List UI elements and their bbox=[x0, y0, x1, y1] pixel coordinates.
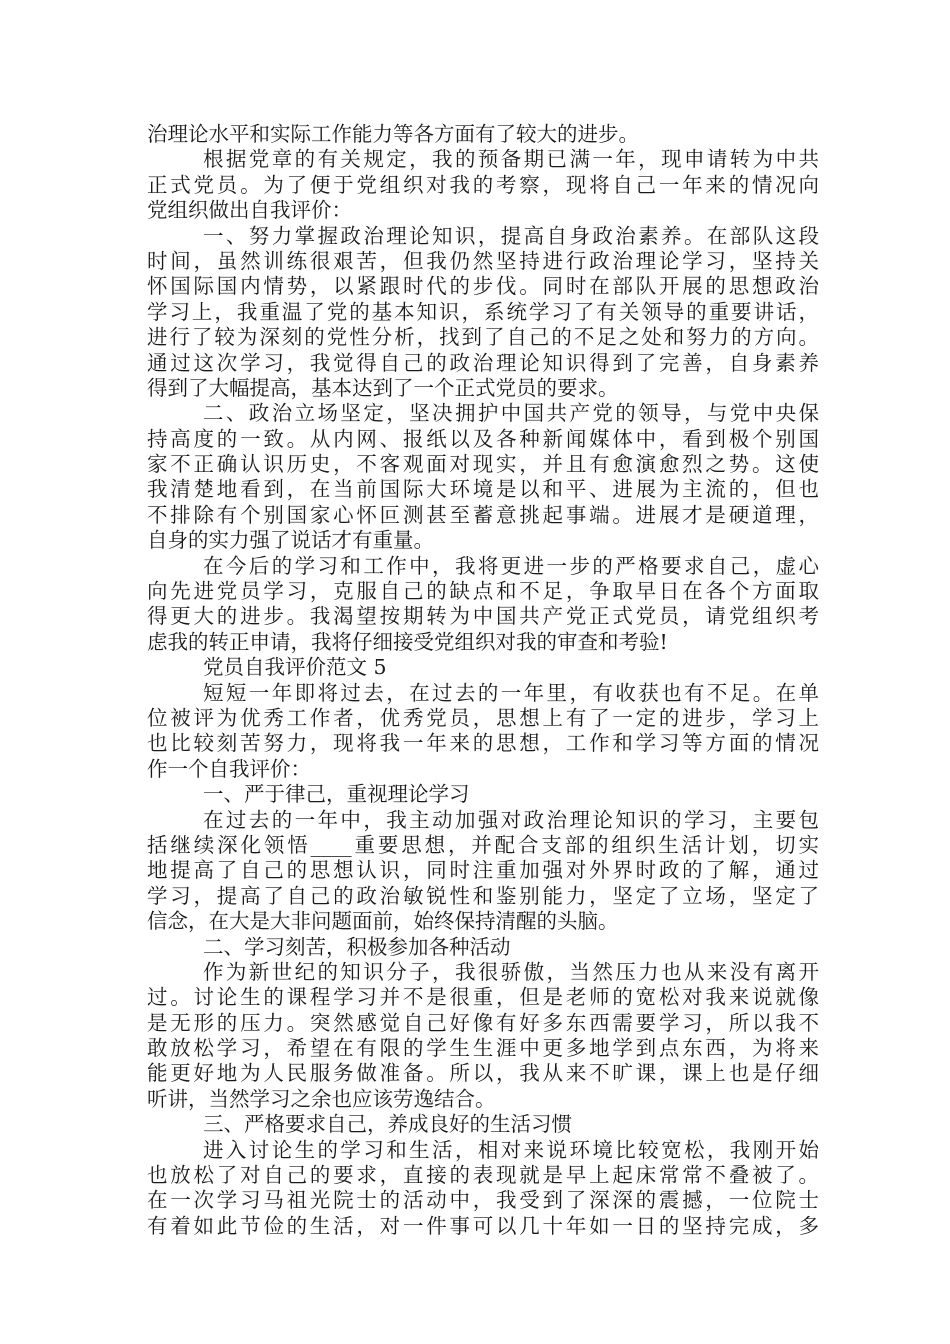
document-body bbox=[147, 122, 819, 1239]
text-line: 我清楚地看到，在当前国际大环境是以和平、进展为主流的，但也 bbox=[147, 477, 819, 502]
text-line: 在一次学习马祖光院士的活动中，我受到了深深的震撼，一位院士 bbox=[147, 1188, 819, 1213]
text-line: 持高度的一致。从内网、报纸以及各种新闻媒体中，看到极个别国 bbox=[147, 426, 819, 451]
paragraph-start-line: 在过去的一年中，我主动加强对政治理论知识的学习，主要包 bbox=[203, 807, 819, 832]
text-line: 得更大的进步。我渴望按期转为中国共产党正式党员，请党组织考 bbox=[147, 604, 819, 629]
paragraph-start-line: 一、努力掌握政治理论知识，提高自身政治素养。在部队这段 bbox=[203, 223, 819, 248]
paragraph-start-line: 二、政治立场坚定，坚决拥护中国共产党的领导，与党中央保 bbox=[203, 401, 819, 426]
text-line: 向先进党员学习，克服自己的缺点和不足，争取早日在各个方面取 bbox=[147, 579, 819, 604]
text-line: 也比较刻苦努力，现将我一年来的思想，工作和学习等方面的情况 bbox=[147, 731, 819, 756]
text-line: 得到了大幅提高，基本达到了一个正式党员的要求。 bbox=[147, 375, 619, 400]
text-line: 位被评为优秀工作者，优秀党员，思想上有了一定的进步，学习上 bbox=[147, 705, 819, 730]
text-line: 家不正确认识历史，不客观面对现实，并且有愈演愈烈之势。这使 bbox=[147, 452, 819, 477]
text-line: 作一个自我评价： bbox=[147, 756, 311, 781]
paragraph-start-line: 三、严格要求自己，养成良好的生活习惯 bbox=[203, 1112, 572, 1137]
paragraph-start-line: 作为新世纪的知识分子，我很骄傲，当然压力也从来没有离开 bbox=[203, 959, 819, 984]
text-line: 不排除有个别国家心怀叵测甚至蓄意挑起事端。进展才是硬道理， bbox=[147, 502, 819, 527]
text-line: 敢放松学习，希望在有限的学生生涯中更多地学到点东西，为将来 bbox=[147, 1036, 819, 1061]
text-line: 虑我的转正申请，我将仔细接受党组织对我的审查和考验! bbox=[147, 629, 668, 654]
text-line: 怀国际国内情势，以紧跟时代的步伐。同时在部队开展的思想政治 bbox=[147, 274, 819, 299]
paragraph-start-line: 进入讨论生的学习和生活，相对来说环境比较宽松，我刚开始 bbox=[203, 1137, 819, 1162]
text-line: 听讲，当然学习之余也应该劳逸结合。 bbox=[147, 1086, 496, 1111]
text-line: 学习上，我重温了党的基本知识，系统学习了有关领导的重要讲话， bbox=[147, 299, 819, 324]
text-line: 自身的实力强了说话才有重量。 bbox=[147, 528, 434, 553]
text-line: 有着如此节俭的生活，对一件事可以几十年如一日的坚持完成，多 bbox=[147, 1213, 819, 1238]
paragraph-start-line: 党员自我评价范文 5 bbox=[203, 655, 387, 680]
paragraph-start-line: 二、学习刻苦，积极参加各种活动 bbox=[203, 934, 511, 959]
text-line: 也放松了对自己的要求，直接的表现就是早上起床常常不叠被了。 bbox=[147, 1163, 819, 1188]
text-line: 党组织做出自我评价： bbox=[147, 198, 352, 223]
text-line: 括继续深化领悟____重要思想，并配合支部的组织生活计划，切实 bbox=[147, 832, 819, 857]
text-line: 学习，提高了自己的政治敏锐性和鉴别能力，坚定了立场，坚定了 bbox=[147, 883, 819, 908]
paragraph-start-line: 根据党章的有关规定，我的预备期已满一年，现申请转为中共 bbox=[203, 147, 819, 172]
text-line: 正式党员。为了便于党组织对我的考察，现将自己一年来的情况向 bbox=[147, 172, 819, 197]
text-line: 进行了较为深刻的党性分析，找到了自己的不足之处和努力的方向。 bbox=[147, 325, 819, 350]
paragraph-start-line: 在今后的学习和工作中，我将更进一步的严格要求自己，虚心 bbox=[203, 553, 819, 578]
text-line: 通过这次学习，我觉得自己的政治理论知识得到了完善，自身素养 bbox=[147, 350, 819, 375]
text-line: 治理论水平和实际工作能力等各方面有了较大的进步。 bbox=[147, 122, 639, 146]
text-line: 信念，在大是大非问题面前，始终保持清醒的头脑。 bbox=[147, 909, 619, 934]
paragraph-start-line: 短短一年即将过去，在过去的一年里，有收获也有不足。在单 bbox=[203, 680, 819, 705]
text-line: 时间，虽然训练很艰苦，但我仍然坚持进行政治理论学习，坚持关 bbox=[147, 248, 819, 273]
text-line: 过。讨论生的课程学习并不是很重，但是老师的宽松对我来说就像 bbox=[147, 985, 819, 1010]
paragraph-start-line: 一、严于律己，重视理论学习 bbox=[203, 782, 470, 807]
text-line: 能更好地为人民服务做准备。所以，我从来不旷课，课上也是仔细 bbox=[147, 1061, 819, 1086]
text-line: 地提高了自己的思想认识，同时注重加强对外界时政的了解，通过 bbox=[147, 858, 819, 883]
text-line: 是无形的压力。突然感觉自己好像有好多东西需要学习，所以我不 bbox=[147, 1010, 819, 1035]
